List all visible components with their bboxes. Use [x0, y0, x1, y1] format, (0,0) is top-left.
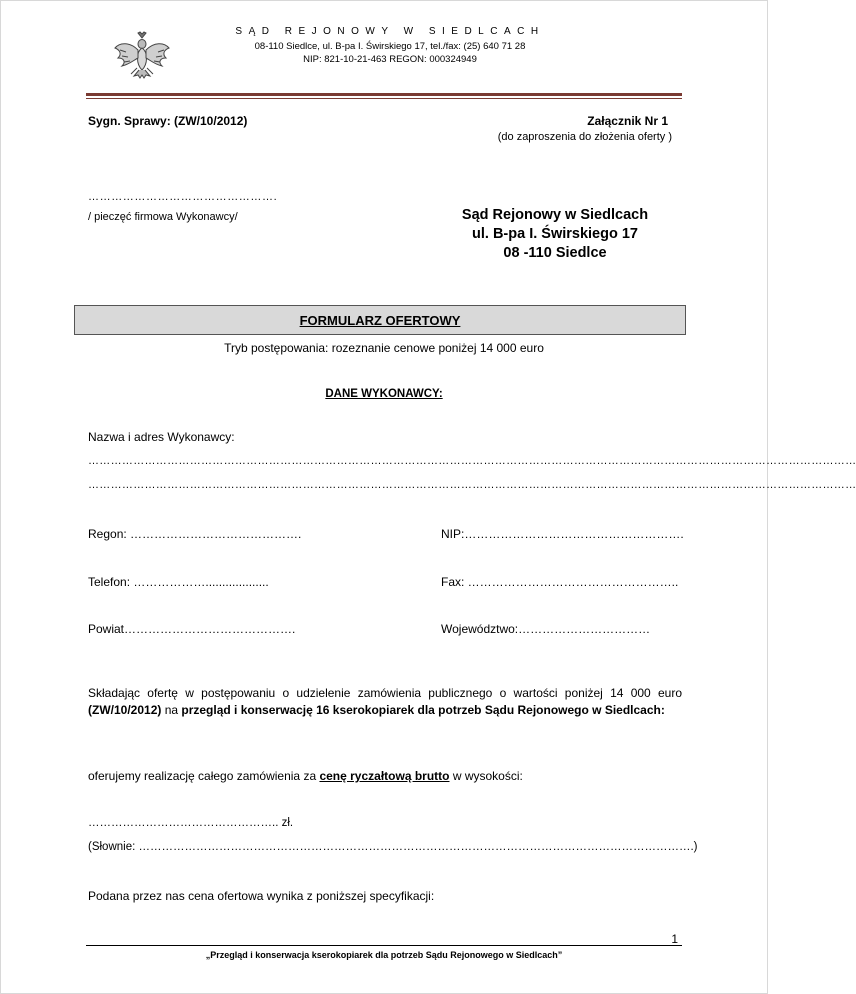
form-title-box: [74, 305, 686, 335]
page-number: 1: [671, 932, 678, 946]
offer-price-text-end: w wysokości:: [449, 769, 523, 783]
section-title: DANE WYKONAWCY:: [325, 388, 443, 400]
powiat-field[interactable]: Powiat…………………………………….: [88, 622, 296, 636]
footer-text: „Przegląd i konserwacja kserokopiarek dla potrzeb Sądu Rejonowego w Siedlcach”: [205, 950, 563, 960]
offer-text-mid: na: [161, 703, 182, 717]
offer-subject: przegląd i konserwację 16 kserokopiarek dla potrzeb Sądu Rejonowego w Siedlcach:: [181, 703, 665, 717]
specification-note: Podana przez nas cena ofertowa wynika z poniższej specyfikacji:: [88, 889, 435, 903]
procedure-mode: Tryb postępowania: rozeznanie cenowe poniżej 14 000 euro: [224, 341, 544, 355]
offer-paragraph: [88, 685, 682, 719]
amount-field[interactable]: ………………………………………….. zł.: [88, 817, 294, 829]
telefon-field[interactable]: Telefon: ………………...................: [88, 575, 269, 589]
court-nip-regon: NIP: 821-10-21-463 REGON: 000324949: [303, 54, 477, 65]
court-address: 08-110 Siedlce, ul. B-pa I. Świrskiego 17, tel./fax: (25) 640 71 28: [254, 41, 526, 52]
contractor-name-line-2[interactable]: ……………………………………………………………………………………………………………………………………………………………………………………: [88, 479, 856, 491]
header-rule: [86, 93, 682, 96]
wojewodztwo-field[interactable]: Województwo:……………………………: [441, 622, 651, 636]
attachment-subtitle: (do zaproszenia do złożenia oferty ): [497, 131, 672, 143]
seal-label: / pieczęć firmowa Wykonawcy/: [88, 211, 238, 223]
contractor-name-line-1[interactable]: ……………………………………………………………………………………………………………………………………………………………………………………: [88, 455, 856, 467]
offer-case-ref: (ZW/10/2012): [88, 703, 162, 717]
header-rule-thin: [86, 98, 682, 99]
contractor-name-label: Nazwa i adres Wykonawcy:: [88, 430, 235, 444]
attachment-title: Załącznik Nr 1: [587, 114, 668, 128]
nip-field[interactable]: NIP:……………………………………………….: [441, 527, 684, 541]
fax-field[interactable]: Fax: ……………………………………………..: [441, 575, 679, 589]
footer-rule: [86, 945, 682, 946]
offer-price-type: cenę ryczałtową brutto: [319, 769, 450, 783]
offer-price-line: [88, 769, 523, 783]
offer-text: Składając ofertę w postępowaniu o udzielenie zamówienia publicznego o wartości poniżej 14 000 euro: [88, 686, 682, 700]
addressee-name: Sąd Rejonowy w Siedlcach: [461, 207, 649, 223]
regon-field[interactable]: Regon: …………………………………….: [88, 527, 302, 541]
offer-price-text: oferujemy realizację całego zamówienia za: [88, 769, 320, 783]
court-name: SĄD REJONOWY W SIEDLCACH: [235, 26, 545, 37]
case-reference: Sygn. Sprawy: (ZW/10/2012): [88, 114, 248, 128]
form-title: FORMULARZ OFERTOWY: [299, 312, 461, 328]
amount-in-words-field[interactable]: (Słownie: ……………………………………………………………………………………………………………………………….): [88, 841, 698, 853]
addressee-street: ul. B-pa I. Świrskiego 17: [472, 226, 638, 242]
addressee-city: 08 -110 Siedlce: [503, 245, 607, 261]
addressee-block: [380, 206, 730, 263]
seal-placeholder: ………………………………………….: [88, 191, 278, 203]
